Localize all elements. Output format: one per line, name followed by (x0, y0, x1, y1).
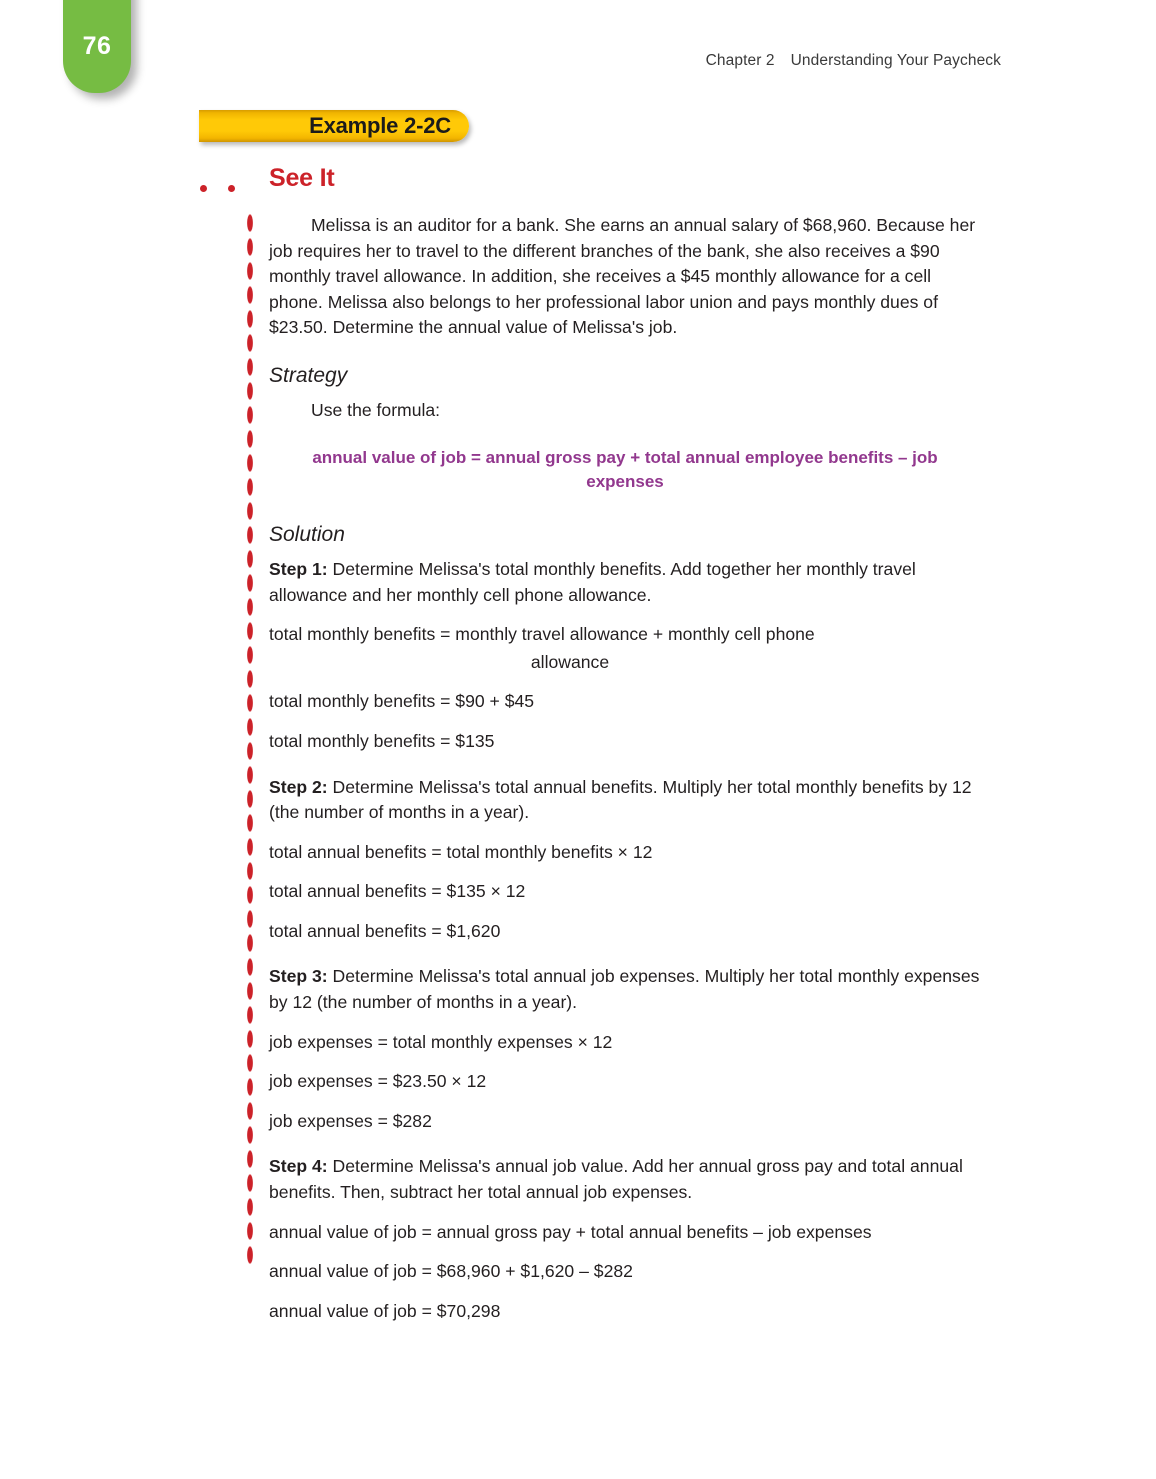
example-content (269, 166, 981, 1338)
step-4-equation-1: annual value of job = annual gross pay + total annual benefits – job expenses (269, 1221, 872, 1242)
example-banner (199, 110, 469, 142)
page-number-tab (63, 0, 131, 93)
step-1-equation-2: total monthly benefits = $90 + $45 (269, 691, 535, 712)
step-2-equation-3: total annual benefits = $1,620 (269, 920, 501, 941)
step-4-label: Step 4: (269, 1156, 328, 1177)
dotted-rule-decoration (246, 211, 254, 1265)
example-banner-label: Example 2-2C (309, 113, 451, 138)
page-number: 76 (82, 32, 112, 60)
step-2-label: Step 2: (269, 776, 328, 797)
step-3-label: Step 3: (269, 966, 328, 987)
strategy-intro: Use the formula: (311, 400, 441, 421)
strategy-heading: Strategy (269, 363, 348, 387)
running-head-title: Understanding Your Paycheck (790, 52, 1001, 69)
step-3-equation-3: job expenses = $282 (269, 1110, 432, 1131)
step-4-text (269, 1154, 981, 1205)
step-2-equation-2: total annual benefits = $135 × 12 (269, 881, 526, 902)
step-1-equation-1: total monthly benefits = monthly travel allowance + monthly cell phone (269, 624, 815, 645)
running-head-chapter: Chapter 2 (705, 52, 775, 69)
step-1-description: Determine Melissa's total monthly benefits. Add together her monthly travel allowance and her monthly cell phone allowance. (269, 558, 916, 605)
step-1-label: Step 1: (269, 558, 328, 579)
problem-statement: Melissa is an auditor for a bank. She earns an annual salary of $68,960. Because her job requires her to travel to the different branches of the bank, she also receives a $90 monthly travel allowance. In addition, she receives a $45 monthly allowance for a cell phone. Melissa also belongs to her professional labor union and pays monthly dues of $23.50. Determine the annual value of Melissa's job. (269, 215, 976, 338)
strategy-formula: annual value of job = annual gross pay + total annual employee benefits – job expenses (312, 447, 938, 491)
step-4-equation-3: annual value of job = $70,298 (269, 1300, 501, 1321)
see-it-heading: See It (269, 164, 335, 192)
step-3-equation-1: job expenses = total monthly expenses × 12 (269, 1031, 613, 1052)
decorative-dot-icon (200, 185, 207, 192)
step-2-equation-1: total annual benefits = total monthly benefits × 12 (269, 841, 653, 862)
step-1-equation-1-continuation: allowance (530, 651, 610, 672)
step-2-description: Determine Melissa's total annual benefits. Multiply her total monthly benefits by 12 (the number of months in a year). (269, 776, 972, 823)
step-4-description: Determine Melissa's annual job value. Add her annual gross pay and total annual benefits. Then, subtract her total annual job expenses. (269, 1156, 963, 1203)
step-1-equation-3: total monthly benefits = $135 (269, 730, 495, 751)
decorative-dot-icon (228, 185, 235, 192)
step-1-text (269, 557, 981, 608)
step-4-equation-2: annual value of job = $68,960 + $1,620 – $282 (269, 1261, 633, 1282)
step-3-equation-2: job expenses = $23.50 × 12 (269, 1071, 487, 1092)
running-head (706, 52, 1001, 70)
step-2-text (269, 775, 981, 826)
solution-heading: Solution (269, 522, 345, 546)
step-3-text (269, 964, 981, 1015)
step-3-description: Determine Melissa's total annual job expenses. Multiply her total monthly expenses by 12 (the number of months in a year). (269, 966, 980, 1013)
